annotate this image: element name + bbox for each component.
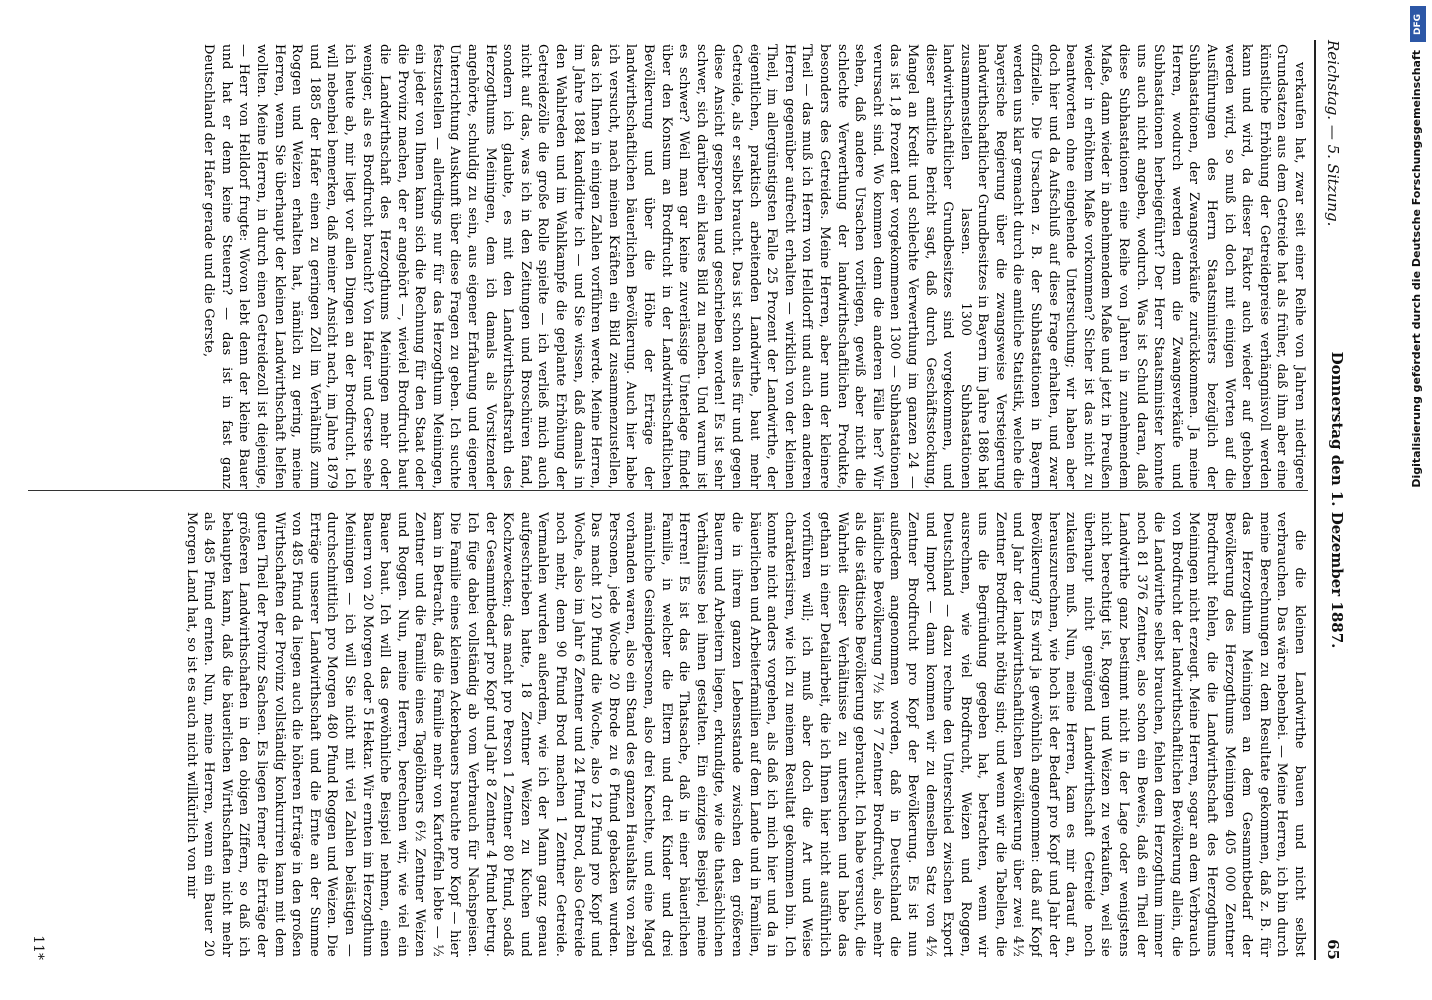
column-right-text: die die kleinen Landwirthe bauen und nicht selbst verbrauchen. Das wäre nebenbei. — Meine Herren, ich bin durch meine Berechnungen zu dem Resultate gekommen, daß z. B. für das Herzogthum Meiningen an dem Gesammtbedarf der Bevölkerung des Herzogthums Meiningen 405 000 Zentner Brodfrucht fehlen, die die Landwirthschaft des Herzogthums Meiningen nicht erzeugt. Meine Herren, sogar an dem Verbrauch von Brodfrucht der landwirthschaftlichen Bevölkerung allein, die die Landwirthe selbst brauchen, fehlen dem Herzogthum immer noch 81 376 Zentner, also schon ein Beweis, daß ein Theil der Landwirthe ganz bestimmt nicht in der Lage oder wenigstens nicht berechtigt ist, Roggen und Weizen zu verkaufen, weil sie überhaupt nicht genügend Landwirthschaft Getreide noch zukaufen muß. Nun, meine Herren, kam es mir darauf an, herauszurechnen, wie hoch ist der Bedarf pro Kopf und Jahr der Bevölkerung? Es wird ja gewöhnlich angenommen: daß auf Kopf und Jahr der landwirthschaftlichen Bevölkerung über zwei 4½ Zentner Brodfrucht nöthig sind; und wenn wir die Tabellen, die uns die Begründung gegeben hat, betrachten, wenn wir ausrechnen, wie viel Brodfrucht, Weizen und Roggen, Deutschland — dazu rechne den Unterschied zwischen Export und Import — dann kommen wir zu demselben Satz von 4½ Zentner Brodfrucht pro Kopf der Bevölkerung. Es ist nun außerdem angenommen worden, daß in Deutschland die ländliche Bevölkerung 7½ bis 7 Zentner Brodfrucht, also mehr als die städtische Bevölkerung gebraucht. Ich habe versucht, die Wahrheit dieser Verhältnisse zu untersuchen und habe das gethan in einer Detailarbeit, die ich Ihnen hier nicht ausführlich vorführen will; ich muß aber doch die Art und Weise charakterisiren, wie ich zu meinem Resultat gekommen bin. Ich konnte nicht anders vorgehen, als daß ich mich hier und da in bäuerlichen und Arbeiterfamilien auf dem Lande und in Familien, die in ihrem ganzen Lebensstande zwischen den größeren Bauern und Arbeitern liegen, erkundigte, wie die thatsächlichen Verhältnisse bei ihnen gestalten. Ein einziges Beispiel, meine Herren! Es ist das die Thatsache, daß in einer bäuerlichen Familie, in welcher die Eltern und drei Kinder und drei männliche Gesindepersonen, also drei Knechte, und eine Magd vorhanden waren, also ein Stand des ganzen Haushalts von zehn Personen, jede Woche 20 Brode zu 6 Pfund gebacken wurden. Das macht 120 Pfund die Woche, also 12 Pfund pro Kopf und Woche, also im Jahr 6 Zentner und 24 Pfund Brod, also Getreide noch mehr, denn 90 Pfund Brod machen 1 Zentner Getreide. Vermahlen wurden außerdem, wie ich der Mann ganz genau aufgeschrieben hatte, 18 Zentner Weizen zu Kuchen und Kochzwecken; das macht pro Person 1 Zentner 80 Pfund, sodaß der Gesammtbedarf pro Kopf und Jahr 8 Zentner 4 Pfund betrug. Ich füge dabei vollständig ab vom Verbrauch für Nachspeisen. Die Familie eines kleinen Ackerbauers brauchte pro Kopf — hier kam in Betracht, daß die Familie mehr von Kartoffeln lebte — ½ Zentner und die Familie eines Tagelöhners 6½ Zentner Weizen und Roggen. Nun, meine Herren, berechnen wir, wie viel ein Bauer baut. Ich will das gewöhnliche Beispiel nehmen, einen Bauern von 20 Morgen oder 5 Hektar. Wir ernten im Herzogthum Meiningen — ich will Sie nicht mit viel Zahlen belästigen — durchschnittlich pro Morgen 480 Pfund Roggen und Weizen. Die Erträge unserer Landwirthschaft und die Ernte an der Summe von 485 Pfund da liegen auch die höheren Erträge in den großen Wirthschaften der Provinz vollständig konkurriren kann mit dem guten Theil der Provinz Sachsen. Es liegen ferner die Erträge der größeren Landwirthschaften in den obigen Ziffern, so daß ich behaupten kann, daß die bäuerlichen Wirthschaften nicht mehr als 485 Pfund ernten. Nun, meine Herren, wenn ein Bauer 20 Morgen Land hat, so ist es auch nicht willkürlich von mir xyxy=(183,512,1307,957)
header-date: Donnerstag den 1. Dezember 1887. xyxy=(1328,351,1346,649)
dfg-credit-text: Digitalisierung gefördert durch die Deutsche Forschungsgemeinschaft xyxy=(1410,50,1423,488)
header-page-number: 65 xyxy=(1324,939,1342,960)
sheet-signature: 11* xyxy=(30,935,46,960)
dfg-credit-strip xyxy=(1404,0,1432,1000)
text-column-left xyxy=(28,44,1308,489)
header-rule xyxy=(1314,40,1316,960)
header-session: Reichstag. — 5. Sitzung. xyxy=(1324,40,1342,227)
column-left-text: verkaufen hat, zwar seit einer Reihe von Jahren niedrigere Grundsatzen aus dem Getreide hat als früher, daß ihm aber eine künstliche Erhöhung der Getreidepreise verhängnisvoll werden kann und wird, da dieser Faktor auch wieder auf gehoben werden wird, so muß ich doch mit einigen Worten auf die Ausführungen des Herrn Staatsministers bezüglich der Subhastationen, der Zwangsverkäufe zurückkommen. Ja meine Herren, wodurch werden denn die Zwangsverkäufe und Subhastationen herbeigeführt? Der Herr Staatsminister konnte uns auch nicht angeben, wodurch. Was ist Schuld daran, daß diese Subhastationen eine Reihe von Jahren in zunehmendem Maße, dann wieder in abnehmendem Maße und jetzt in Preußen wieder in erhöhtem Maße vorkommen? Sicher ist das nicht zu beantworten ohne eingehende Untersuchung; wir haben aber doch hier und da Aufschluß auf diese Frage erhalten, und zwar offizielle. Die Ursachen z. B. der Subhastationen in Bayern werden uns klar gemacht durch die amtliche Statistik, welche die bayerische Regierung über die zwangsweise Versteigerung landwirthschaftlicher Grundbesitzes in Bayern im Jahre 1886 hat zusammenstellen lassen. 1300 Subhastationen landwirthschaftlicher Grundbesitzes sind vorgekommen, und dieser amtliche Bericht sagt, daß durch Geschäftsstockung, Mangel an Kredit und schlechte Verwerthung im ganzen 24 — das ist 1,8 Prozent der vorgekommenen 1300 — Subhastationen verursacht sind. Wo kommen denn die anderen Fälle her? Wir sehen, daß andere Ursachen vorliegen, gewiß aber nicht die schlechte Verwerthung der landwirthschaftlichen Produkte, besonders des Getreides. Meine Herren, aber nun der kleinere Theil — das muß ich Herrn von Helldorff und auch den anderen Herren gegenüber aufrecht erhalten — wirklich von der kleinen Theil, im allergünstigsten Falle 25 Prozent der Landwirthe, der eigentlichen, praktisch arbeitenden Landwirthe, baut mehr Getreide, als er selbst braucht. Das ist schon alles für und gegen diese Ansicht gesprochen und geschrieben worden! Es ist sehr schwer, sich darüber ein klares Bild zu machen. Und warum ist es schwer? Weil man gar keine zuverlässige Unterlage findet über den Konsum an Brodfrucht in der Landwirthschaftlichen Bevölkerung und über die Höhe der Erträge der landwirthschaftlichen bäuerlichen Bevölkerung. Auch hier habe ich versucht, nach meinen Kräften ein Bild zusammenzustellen, das ich Ihnen in einigen Zahlen vorführen werde. Meine Herren, im Jahre 1884 kandidirte ich — und Sie wissen, daß damals in den Wahlreden und im Wahlkampfe die geplante Erhöhung der Getreidezölle die große Rolle spielte — ich verließ mich auch nicht auf das, was ich in den Zeitungen und Broschüren fand, sondern ich glaubte, es mit den Landwirthschaftsrath des Herzogthums Meiningen, dem ich damals als Vorsitzender angehörte, schuldig zu sein, aus eigener Erfahrung und eigener Unterrichtung Auskunft über diese Fragen zu geben. Ich suchte festzustellen — allerdings nur für das Herzogthum Meiningen, ein jeder von Ihnen kann sich die Rechnung für den Staat oder die Provinz machen, der er angehört —, wieviel Brodfrucht baut die Landwirthschaft des Herzogthums Meiningen mehr oder weniger, als es Brodfrucht braucht? Von Hafer und Gerste sehe ich heute ab, mir liegt vor allen Dingen an der Brodfrucht. Ich will nebenbei bemerken, daß meiner Ansicht nach, im Jahre 1879 und 1885 der Hafer einen zu geringen Zoll im Verhältniß zum Roggen und Weizen erhalten hat, nämlich zu gering, meine Herren, wenn Sie überhaupt der kleinen Landwirthschaft helfen wollten. Meine Herren, in durch einen Getreidezoll ist diejenige, — Herr von Helldorf frugte: Wovon lebt denn der kleine Bauer und hat er denn keine Steuern? — das ist in fast ganz Deutschland der Hafer gerade und die Gerste, xyxy=(201,44,1307,489)
text-column-right xyxy=(28,512,1308,957)
column-divider xyxy=(28,490,1308,491)
page-header xyxy=(1318,40,1346,960)
dfg-logo: DFG xyxy=(1410,6,1426,42)
